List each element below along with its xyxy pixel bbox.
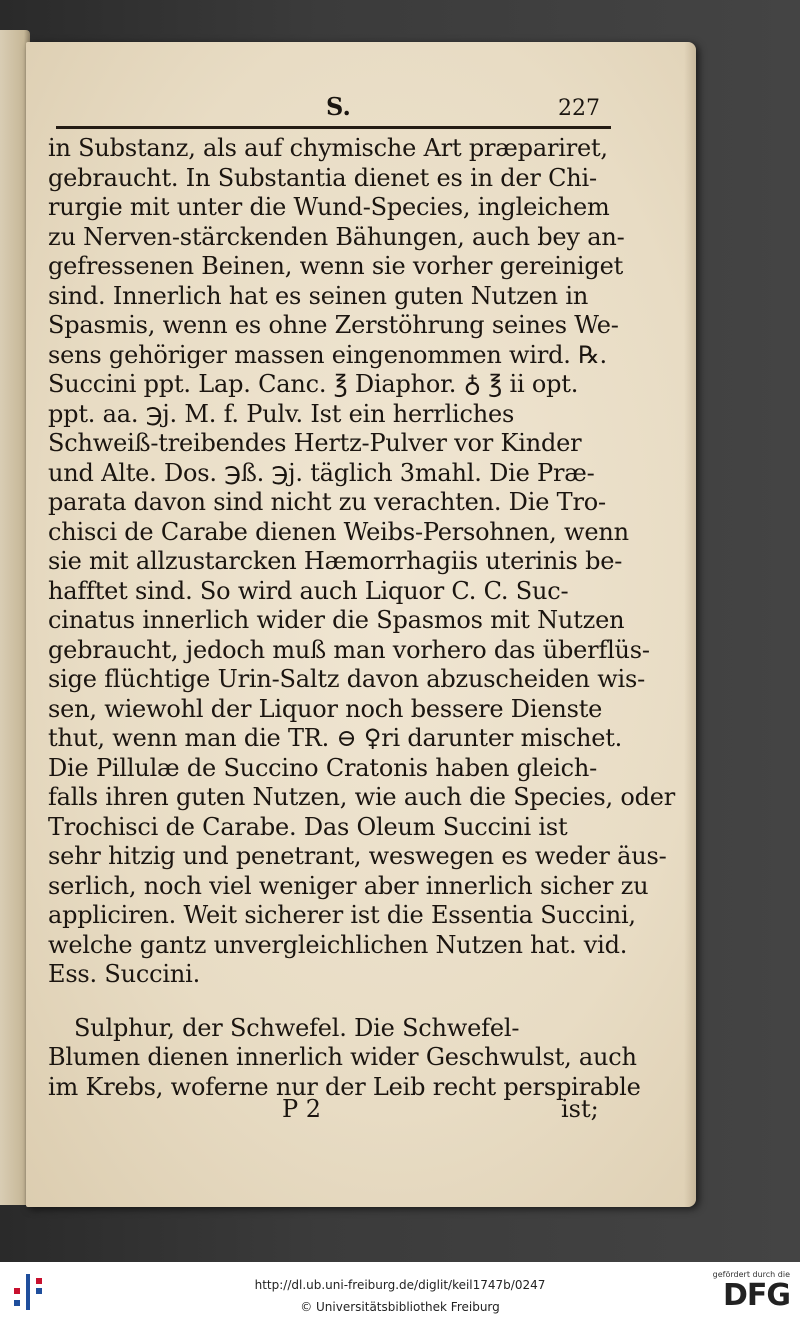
signature-mark: P 2 — [282, 1095, 322, 1123]
text-line: gebraucht, jedoch muß man vorhero das überflüs- — [48, 635, 650, 664]
text-line: in Substanz, als auf chymische Art præpariret, — [48, 134, 608, 162]
running-head-letter: S. — [326, 92, 351, 121]
dfg-funding — [706, 1270, 790, 1316]
catchword: ist; — [561, 1095, 599, 1123]
text-line: gebraucht. In Substantia dienet es in der Chi- — [48, 163, 597, 192]
page-number: 227 — [558, 96, 600, 121]
text-line: Blumen dienen innerlich wider Geschwulst, auch — [48, 1043, 637, 1071]
text-line: Sulphur, der Schwefel. Die Schwefel- — [74, 1013, 520, 1042]
header-rule — [56, 126, 611, 129]
text-line: parata davon sind nicht zu verachten. Die Tro- — [48, 488, 606, 516]
text-line: ppt. aa. ℈j. M. f. Pulv. Ist ein herrliches — [48, 399, 515, 428]
text-line: gefressenen Beinen, wenn sie vorher gereiniget — [48, 252, 624, 280]
funded-by-label: gefördert durch die — [712, 1270, 790, 1279]
text-line: Schweiß-treibendes Hertz-Pulver vor Kinder — [48, 429, 582, 457]
text-line: sie mit allzustarcken Hæmorrhagiis uterinis be- — [48, 547, 623, 575]
running-head — [46, 88, 606, 128]
text-line: sehr hitzig und penetrant, weswegen es weder äus- — [48, 842, 667, 870]
dfg-logo-icon: DFG — [722, 1278, 790, 1313]
copyright-notice: © Universitätsbibliothek Freiburg — [300, 1300, 500, 1314]
text-line: Die Pillulæ de Succino Cratonis haben gleich- — [48, 753, 598, 782]
page-body — [48, 134, 676, 1102]
text-line: sige flüchtige Urin-Saltz davon abzuscheiden wis- — [48, 665, 646, 693]
text-line: serlich, noch viel weniger aber innerlich sicher zu — [48, 871, 649, 900]
text-line: sind. Innerlich hat es seinen guten Nutzen in — [48, 281, 589, 310]
text-line: und Alte. Dos. ℈ß. ℈j. täglich 3mahl. Die Præ- — [48, 458, 595, 487]
text-line: appliciren. Weit sicherer ist die Essentia Succini, — [48, 901, 636, 929]
text-line: Trochisci de Carabe. Das Oleum Succini ist — [48, 812, 568, 841]
text-line: Succini ppt. Lap. Canc. ℥ Diaphor. ♁ ℥ ii opt. — [48, 370, 579, 398]
paragraph-break — [48, 990, 613, 1014]
text-line: cinatus innerlich wider die Spasmos mit Nutzen — [48, 606, 625, 634]
text-line: sens gehöriger massen eingenommen wird. ℞. — [48, 340, 607, 369]
text-line: im Krebs, woferne nur der Leib recht perspirable — [48, 1072, 641, 1101]
viewer-footer-bar — [0, 1262, 800, 1321]
text-line: hafftet sind. So wird auch Liquor C. C. Suc- — [48, 576, 569, 605]
permalink-url[interactable]: http://dl.ub.uni-freiburg.de/diglit/keil1747b/0247 — [254, 1278, 546, 1292]
text-line: zu Nerven-stärckenden Bähungen, auch bey an- — [48, 222, 625, 251]
text-line: thut, wenn man die TR. ⊖ ♀ri darunter mischet. — [48, 724, 623, 752]
text-line: welche gantz unvergleichlichen Nutzen hat. vid. — [48, 930, 628, 959]
book-page — [26, 42, 696, 1207]
text-line: sen, wiewohl der Liquor noch bessere Dienste — [48, 694, 603, 723]
text-line: Spasmis, wenn es ohne Zerstöhrung seines We- — [48, 311, 619, 339]
text-line: chisci de Carabe dienen Weibs-Persohnen, wenn — [48, 517, 629, 546]
text-line: falls ihren guten Nutzen, wie auch die Species, oder — [48, 783, 676, 811]
page-footer — [46, 1095, 606, 1125]
text-line: rurgie mit unter die Wund-Species, ingleichem — [48, 193, 610, 221]
text-line: Ess. Succini. — [48, 960, 201, 988]
